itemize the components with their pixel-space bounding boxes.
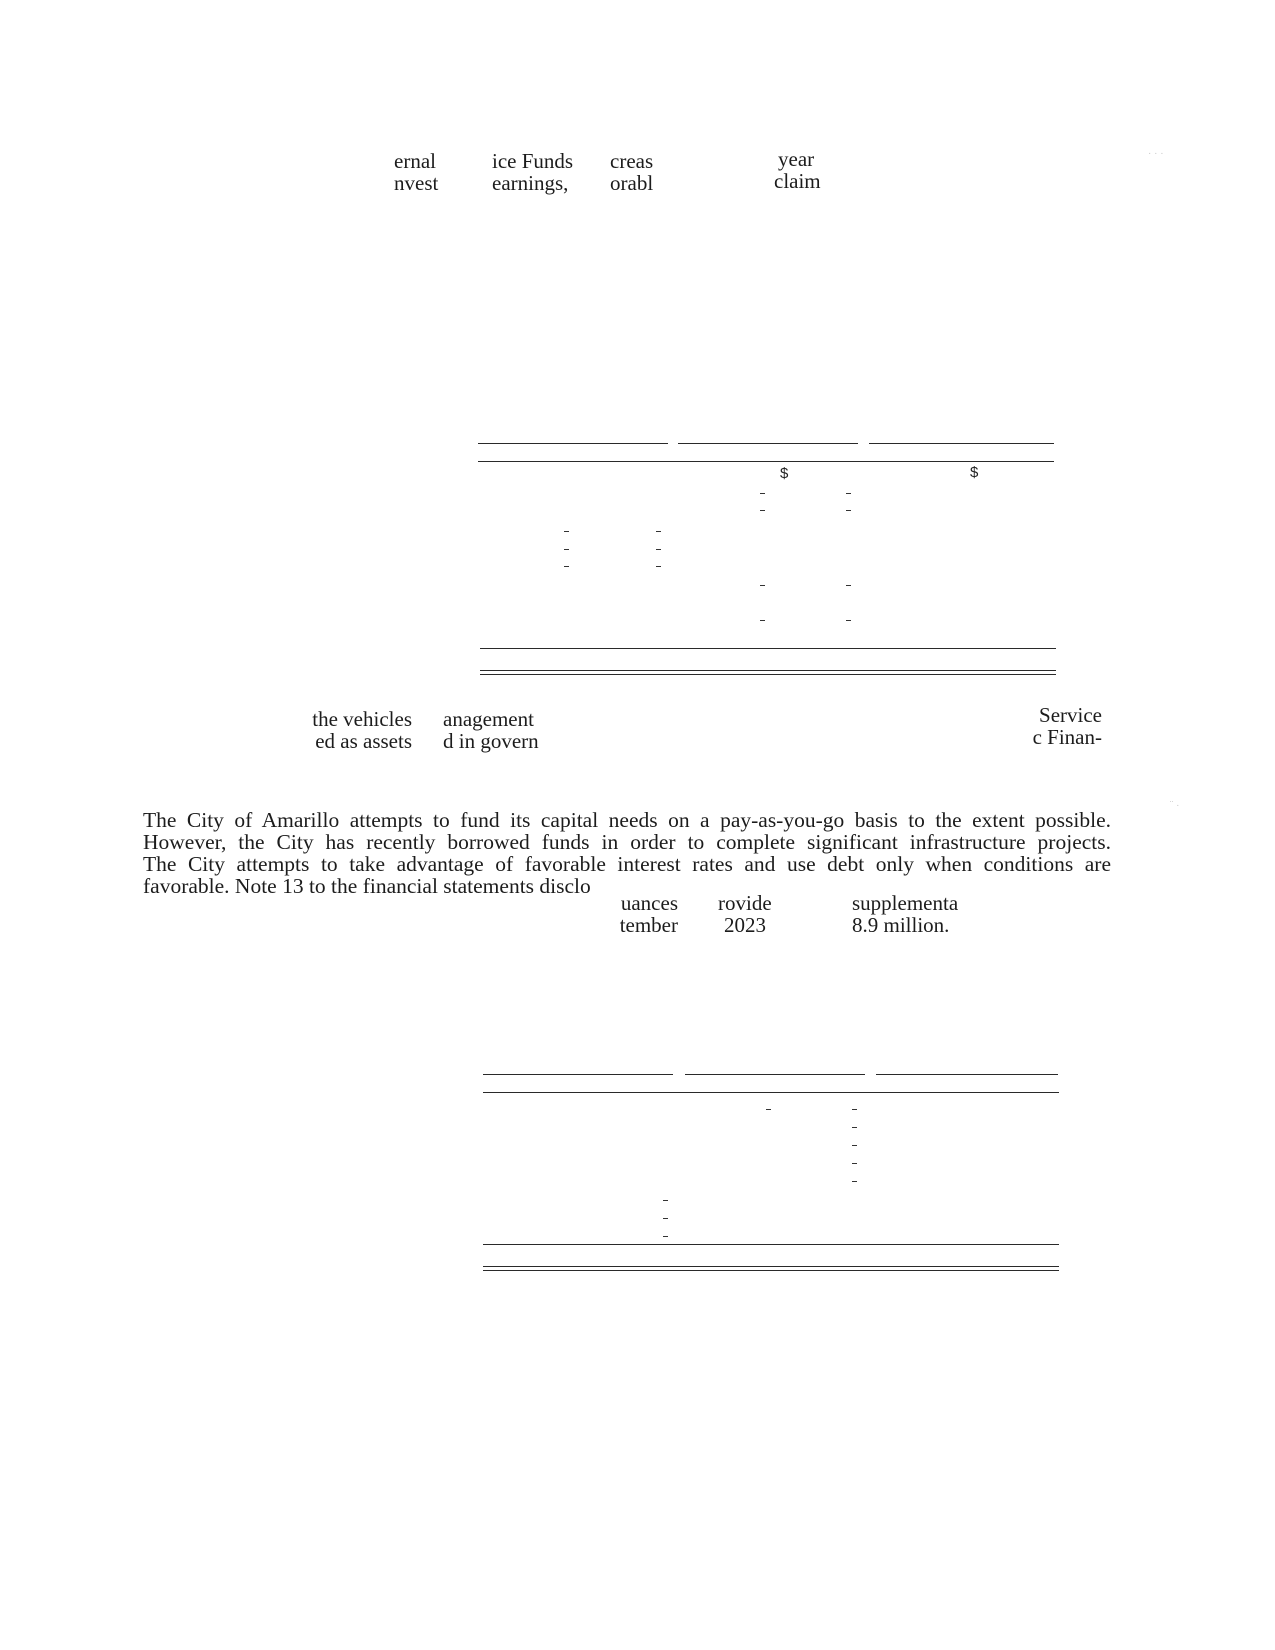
nil-dash	[760, 585, 765, 586]
nil-dash	[852, 1109, 857, 1110]
fragment-line: 2023	[724, 913, 766, 937]
table-header-bottom-rule	[478, 461, 1054, 462]
fragment-line: supplementa	[852, 891, 959, 915]
table-double-rule	[480, 670, 1056, 675]
table-header-bottom-rule	[483, 1092, 1059, 1093]
nil-dash	[760, 620, 765, 621]
fragment-line: year	[778, 147, 815, 171]
table-header-rule	[869, 443, 1054, 444]
nil-dash	[656, 566, 661, 567]
table-header-rule	[678, 443, 858, 444]
capital-needs-paragraph	[143, 809, 1111, 897]
fragment-line: ice Funds	[492, 149, 574, 173]
fragment-line: orabl	[610, 171, 654, 195]
fragment-line: ernal	[394, 149, 436, 173]
nil-dash	[564, 566, 569, 567]
nil-dash	[656, 549, 661, 550]
table-double-rule	[483, 1266, 1059, 1271]
fragment-uances	[590, 892, 678, 936]
fragment-ice-funds	[492, 150, 573, 194]
nil-dash	[852, 1127, 857, 1128]
fragment-line: claim	[774, 169, 821, 193]
fragment-line: nvest	[394, 171, 439, 195]
fragment-line: 8.9 million.	[852, 913, 950, 937]
nil-dash	[663, 1218, 668, 1219]
nil-dash	[846, 493, 851, 494]
currency-symbol: $	[970, 464, 979, 481]
fragment-year	[774, 148, 821, 192]
fragment-rovide	[718, 892, 772, 936]
fragment-supplementa	[852, 892, 958, 936]
fragment-line: earnings,	[492, 171, 569, 195]
fragment-line: uances	[620, 891, 678, 915]
fragment-line: rovide	[718, 891, 772, 915]
fragment-anagement	[443, 708, 539, 752]
nil-dash	[766, 1109, 771, 1110]
fragment-the-vehicles	[300, 708, 412, 752]
nil-dash	[846, 585, 851, 586]
nil-dash	[760, 493, 765, 494]
nil-dash	[852, 1181, 857, 1182]
paragraph-line: The City of Amarillo attempts to fund its capital needs on a pay-as-you-go basis to the extent possible.	[143, 808, 1111, 832]
fragment-creas	[610, 150, 653, 194]
nil-dash	[564, 549, 569, 550]
paragraph-line: However, the City has recently borrowed funds in order to complete significant infrastructure projects.	[143, 830, 1111, 854]
nil-dash	[656, 531, 661, 532]
currency-symbol: $	[780, 465, 789, 482]
nil-dash	[663, 1200, 668, 1201]
fragment-line: d in govern	[443, 729, 539, 753]
nil-dash	[564, 531, 569, 532]
paragraph-line: favorable. Note 13 to the financial statements disclo	[143, 874, 591, 898]
fragment-line: tember	[619, 913, 678, 937]
fragment-line: creas	[610, 149, 654, 173]
nil-dash	[852, 1163, 857, 1164]
nil-dash	[663, 1236, 668, 1237]
fragment-line: ed as assets	[315, 729, 412, 753]
fragment-line: c Finan-	[1032, 725, 1102, 749]
nil-dash	[760, 510, 765, 511]
fragment-line: the vehicles	[312, 707, 412, 731]
table-total-rule	[483, 1244, 1059, 1245]
nil-dash	[852, 1145, 857, 1146]
table-header-rule	[685, 1074, 865, 1075]
fragment-line: Service	[1039, 703, 1102, 727]
table-header-rule	[876, 1074, 1058, 1075]
fragment-service	[990, 704, 1102, 748]
nil-dash	[846, 510, 851, 511]
fragment-line: anagement	[443, 707, 534, 731]
paragraph-line: The City attempts to take advantage of favorable interest rates and use debt only when conditions are	[143, 852, 1111, 876]
table-header-rule	[478, 443, 668, 444]
table-total-rule	[480, 648, 1056, 649]
table-header-rule	[483, 1074, 673, 1075]
scan-mark: ¨ ·	[1170, 800, 1180, 811]
fragment-ernal	[394, 150, 438, 194]
scan-mark: · · ·	[1148, 148, 1164, 159]
nil-dash	[846, 620, 851, 621]
